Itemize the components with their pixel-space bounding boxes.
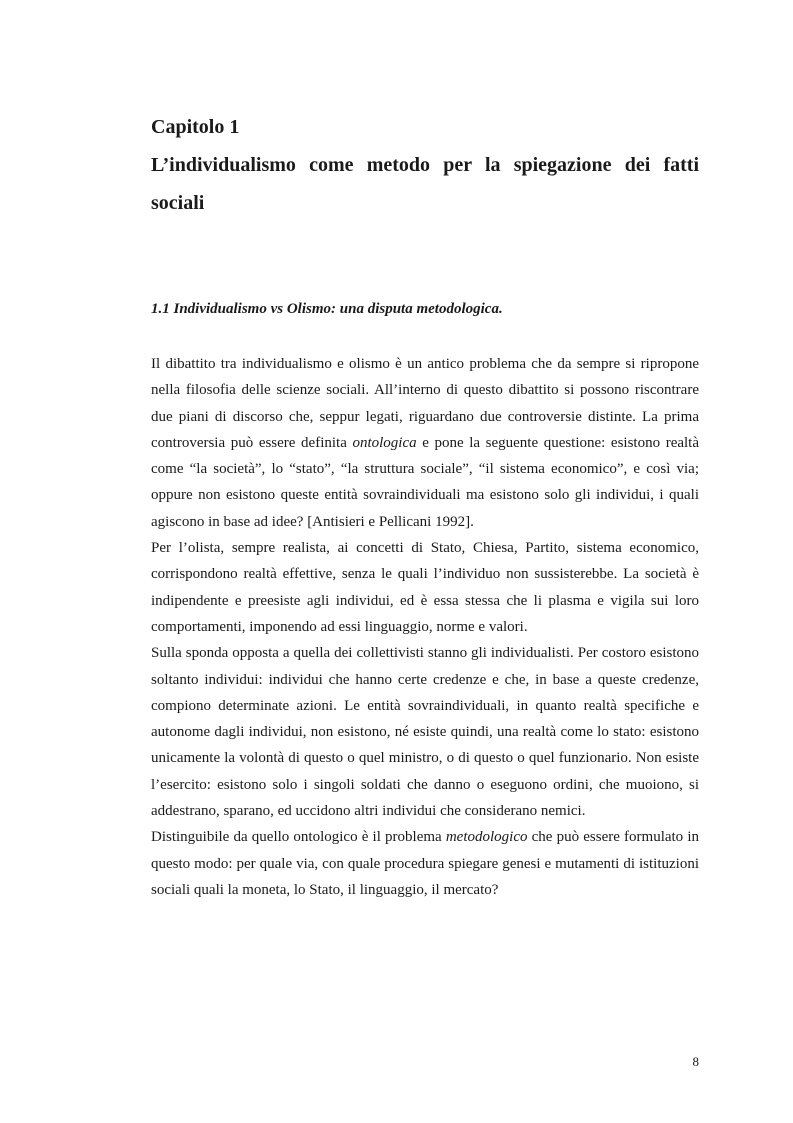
paragraph-4 bbox=[151, 824, 699, 903]
paragraph-4-part2: che può essere formulato in questo modo: per quale via, con quale procedura spiegare genesi e mutamenti di istituzioni sociali quali la moneta, lo Stato, il linguaggio, il mercato? bbox=[151, 829, 700, 898]
chapter-title: L’individualismo come metodo per la spiegazione dei fatti sociali bbox=[151, 154, 699, 214]
paragraph-1-part2: e pone la seguente questione: esistono realtà come “la società”, lo “stato”, “la struttura sociale”, “il sistema economico”, e così via; oppure non esistono queste entità sovraindividuali ma esistono solo gli individui, i quali agiscono in base ad idee? [Antisieri e Pellicani 1992]. bbox=[151, 434, 699, 530]
page-content bbox=[151, 108, 699, 903]
chapter-label: Capitolo 1 bbox=[151, 116, 240, 138]
section-title: 1.1 Individualismo vs Olismo: una disputa metodologica. bbox=[151, 301, 503, 317]
body-text bbox=[151, 351, 699, 903]
paragraph-1 bbox=[151, 351, 699, 535]
page-number: 8 bbox=[692, 1054, 699, 1069]
paragraph-3: Sulla sponda opposta a quella dei collettivisti stanno gli individualisti. Per costoro esistono soltanto individui: individui che hanno certe credenze e che, in base a queste credenze, compiono determinate azioni. Le entità sovraindividuali, in quanto realtà specifiche e autonome dagli individui, non esistono, né esiste quindi, una realtà come lo stato: esistono unicamente la volontà di questo o quel ministro, o di questo o quel funzionario. Non esiste l’esercito: esistono solo i singoli soldati che danno o eseguono ordini, che muoiono, si addestrano, sparano, ed uccidono altri individui che considerano nemici. bbox=[151, 645, 699, 820]
paragraph-1-emphasis: ontologica bbox=[352, 434, 417, 451]
paragraph-4-emphasis: metodologico bbox=[445, 829, 528, 846]
paragraph-2: Per l’olista, sempre realista, ai concetti di Stato, Chiesa, Partito, sistema economico, corrispondono realtà effettive, senza le quali l’individuo non sussisterebbe. La società è indipendente e preesiste agli individui, ed è essa stessa che li plasma e vigila sui loro comportamenti, imponendo ad essi linguaggio, norme e valori. bbox=[151, 540, 699, 635]
paragraph-1-part1: Il dibattito tra individualismo e olismo è un antico problema che da sempre si ripropone nella filosofia delle scienze sociali. All’interno di questo dibattito si possono riscontrare due piani di discorso che, seppur legati, riguardano due controversie distinte. La prima controversia può essere definita bbox=[151, 356, 699, 451]
paragraph-4-part1: Distinguibile da quello ontologico è il problema bbox=[151, 829, 446, 846]
